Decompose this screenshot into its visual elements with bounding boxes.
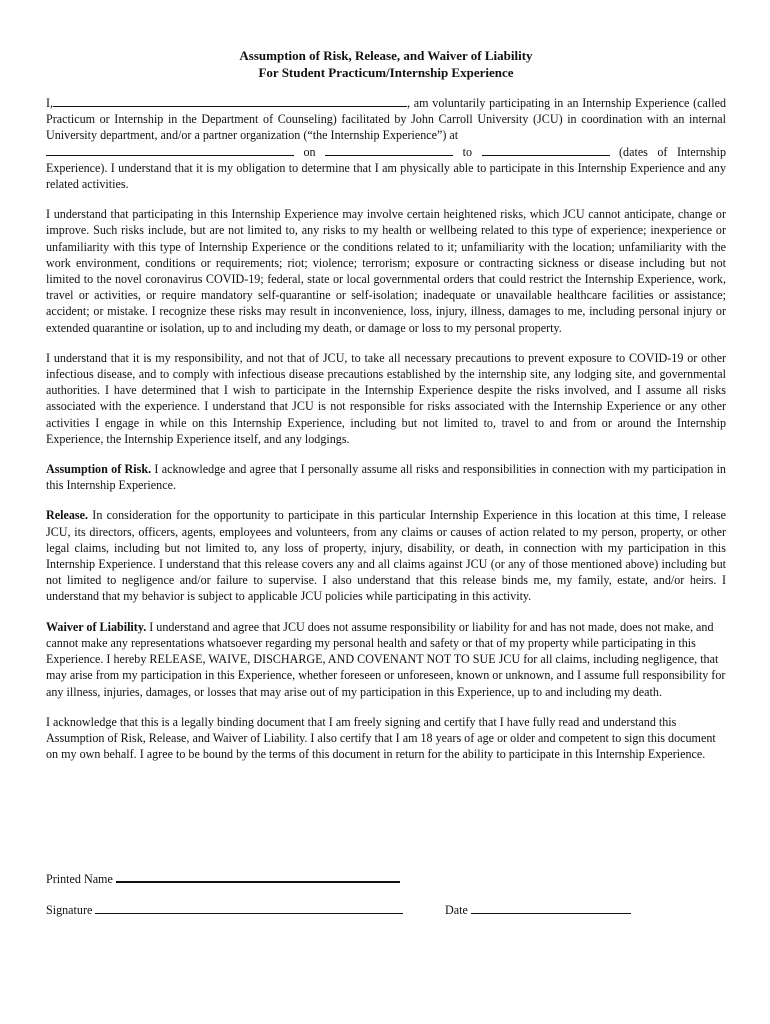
date-field[interactable] bbox=[471, 901, 631, 914]
intro-paragraph bbox=[46, 95, 726, 192]
on-word: on bbox=[303, 144, 316, 159]
assumption-of-risk-paragraph bbox=[46, 461, 726, 493]
signature-label: Signature bbox=[46, 903, 93, 917]
release-paragraph bbox=[46, 507, 726, 604]
assumption-heading: Assumption of Risk. bbox=[46, 462, 152, 477]
precautions-paragraph: I understand that it is my responsibility, and not that of JCU, to take all necessary precautions to prevent exposure to COVID-19 or other infectious disease, and to comply with infectious disease precautions established by the internship site, any lodging site, and governmental authorities. I have determined that I wish to participate in the Internship Experience despite the risks involved, and I assume all risks associated with the experience. I understand that JCU is not responsible for risks associated with the Internship Experience or any other activities I engage in while on this Internship Experience, including but not limited to, travel to and from or around the Internship Experience, the Internship Experience itself, and any lodgings. bbox=[46, 350, 726, 446]
start-date-blank[interactable] bbox=[325, 144, 453, 156]
release-heading: Release. bbox=[46, 508, 88, 523]
release-body: In consideration for the opportunity to participate in this particular Internship Experience in this location at this time, I release JCU, its directors, officers, agents, employees and volunteers, from any claims or causes of action related to my person, property, or other legal claims, including but not limited to, any loss of property, injury, disability, or death, in connection with my participation in this Internship Experience. I understand that this release covers any and all claims against JCU (or any of those mentioned above) including but not limited to negligence and/or failure to supervise. I also understand that this release binds me, my family, estate, and/or heirs. I understand that my behavior is subject to applicable JCU policies while participating in this activity. bbox=[46, 508, 726, 604]
title-line-1: Assumption of Risk, Release, and Waiver of Liability bbox=[239, 48, 533, 63]
end-date-blank[interactable] bbox=[482, 144, 610, 156]
document-title bbox=[46, 48, 726, 81]
assumption-body: I acknowledge and agree that I personally assume all risks and responsibilities in connection with my participation in this Internship Experience. bbox=[46, 462, 726, 493]
waiver-paragraph bbox=[46, 619, 726, 700]
intro-text-1: , am voluntarily participating in an Internship Experience (called Practicum or Internship in the Department of Counseling) facilitated by John Carroll University (JCU) in coordination with an internal University department, and/or a partner organization (“the Internship Experience”) at bbox=[46, 96, 726, 143]
signature-field[interactable] bbox=[95, 901, 403, 914]
intro-text-2: Experience). I understand that it is my obligation to determine that I am physically able to participate in this Internship Experience and any related activities. bbox=[46, 160, 726, 192]
to-word: to bbox=[462, 144, 473, 159]
participant-name-blank[interactable] bbox=[53, 95, 407, 107]
acknowledgement-paragraph: I acknowledge that this is a legally binding document that I am freely signing and certify that I have fully read and understand this Assumption of Risk, Release, and Waiver of Liability. I also certify that I am 18 years of age or older and competent to sign this document on my own behalf. I agree to be bound by the terms of this document in return for the ability to participate in this Internship Experience. bbox=[46, 714, 716, 762]
dates-label: (dates of Internship bbox=[619, 144, 726, 159]
location-blank[interactable] bbox=[46, 144, 294, 156]
document-page bbox=[46, 48, 726, 776]
waiver-body: I understand and agree that JCU does not assume responsibility or liability for and has not made, does not make, and cannot make any representations whatsoever regarding my personal health and safety or that of my property while participating in this Experience. I hereby RELEASE, WAIVE, DISCHARGE, AND COVENANT NOT TO SUE JCU for all claims, including negligence, that may arise from my participation in this Experience, whether foreseen or unforeseen, known or unknown, and I assume full responsibility for any illness, injuries, damages, or losses that may arise out of my participation in this Experience, up to and including my death. bbox=[46, 619, 726, 699]
printed-name-label: Printed Name bbox=[46, 872, 113, 886]
risks-paragraph: I understand that participating in this Internship Experience may involve certain heightened risks, which JCU cannot anticipate, change or improve. Such risks include, but are not limited to, any risks to my health or wellbeing related to this type of experience; inexperience or unfamiliarity with this type of Internship Experience or the conditions related to it; unfamiliarity with the location; unfamiliarity with the work environment, conditions or requirements; riot; violence; terrorism; exposure or contracting sickness or disease including but not limited to the novel coronavirus COVID-19; federal, state or local governmental orders that could restrict the Internship Experience, work, travel or activities, or require mandatory self-quarantine or self-isolation; inadequate or unavailable healthcare facilities or assistance; accident; or mistake. I recognize these risks may result in inconvenience, loss, injury, illness, damages to me, including personal injury or extended quarantine or isolation, up to and including my death, or damage or loss to my personal property. bbox=[46, 207, 726, 335]
intro-prefix: I, bbox=[46, 96, 54, 110]
printed-name-row bbox=[46, 869, 400, 887]
printed-name-field[interactable] bbox=[116, 869, 400, 883]
date-label: Date bbox=[445, 903, 468, 917]
signature-row bbox=[46, 901, 403, 918]
waiver-heading: Waiver of Liability. bbox=[46, 619, 147, 634]
title-line-2: For Student Practicum/Internship Experience bbox=[258, 64, 514, 80]
date-row bbox=[445, 901, 631, 918]
